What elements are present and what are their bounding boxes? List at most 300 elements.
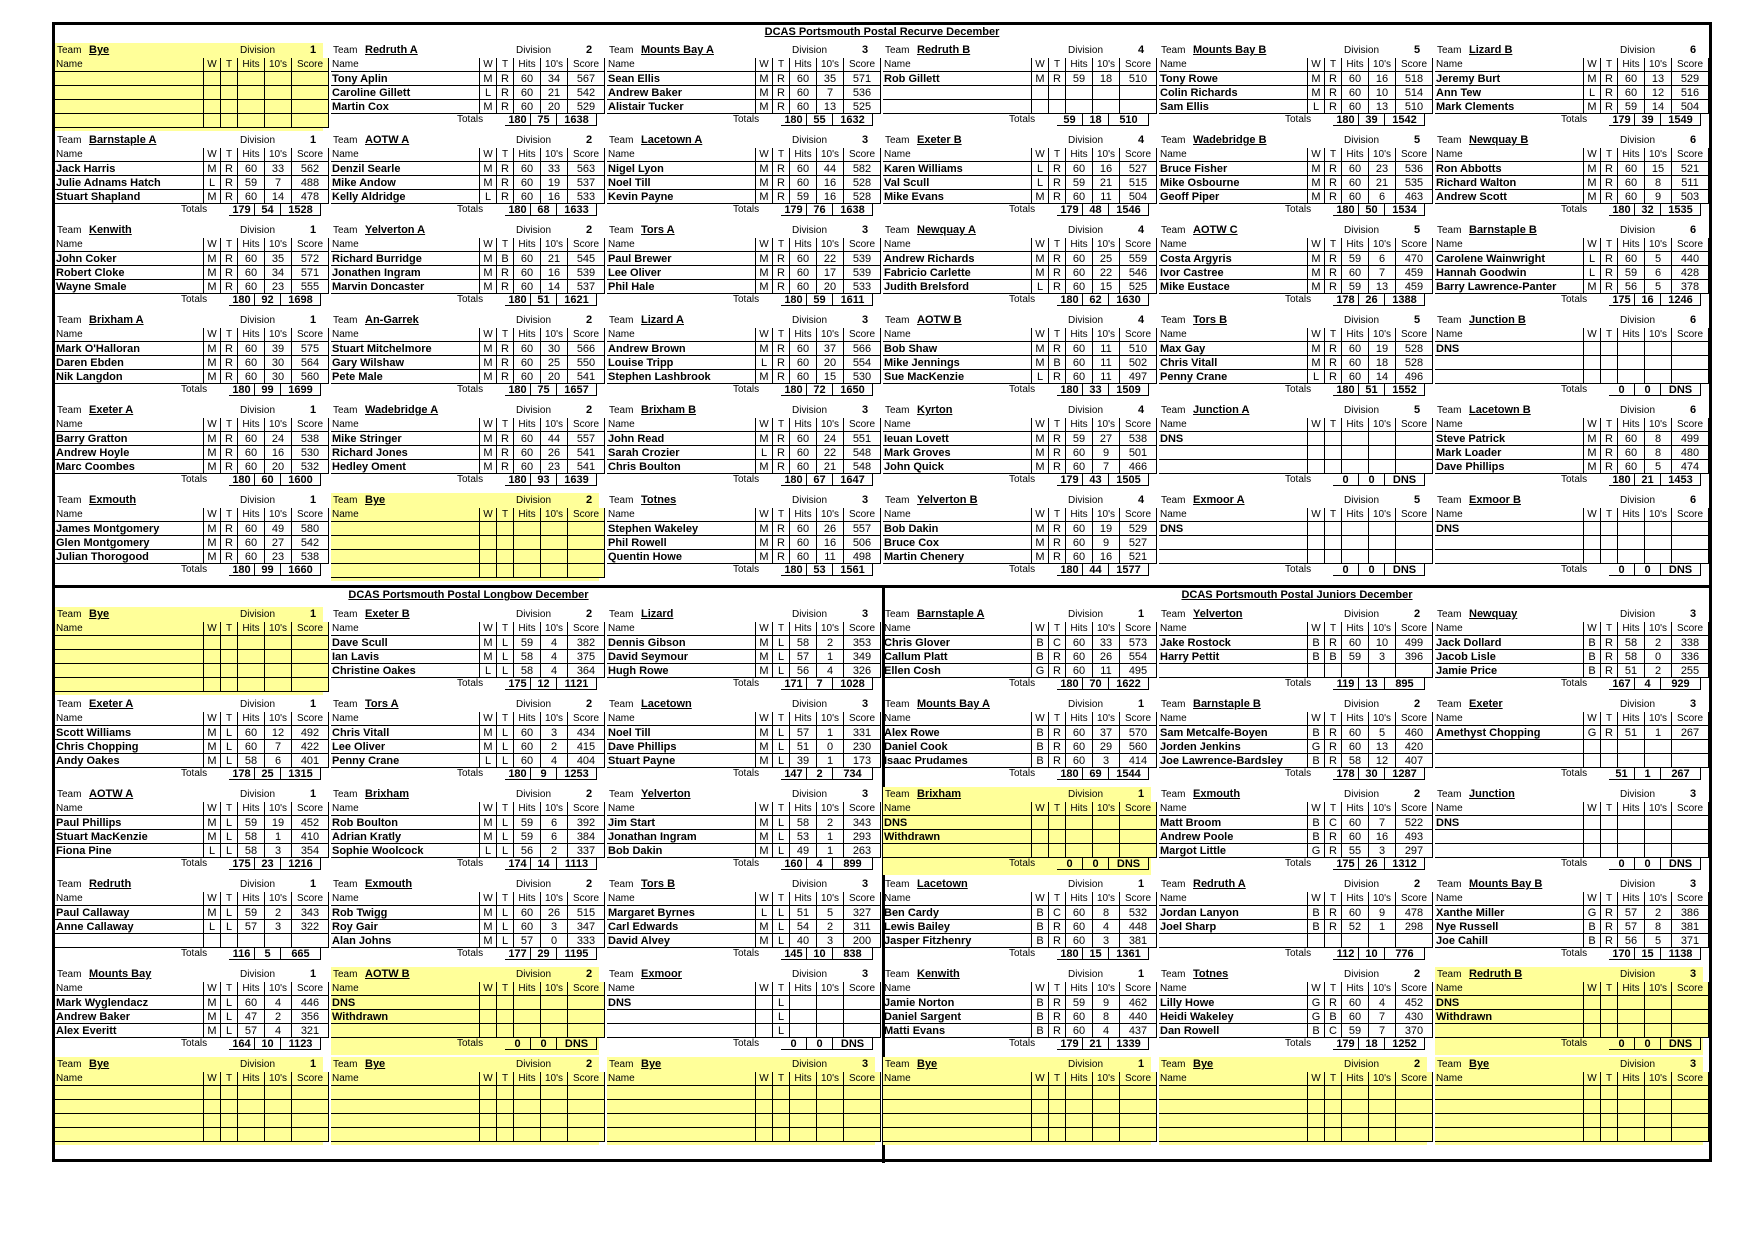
score-cell: 525 — [844, 100, 881, 114]
score-cell: 539 — [568, 266, 605, 280]
gender-cell: M — [756, 252, 773, 266]
score-cell — [568, 996, 605, 1010]
col-header-name: Name — [331, 238, 480, 252]
division-label: Division — [792, 225, 828, 236]
division-number: 2 — [586, 968, 593, 980]
total-score: 776 — [1385, 948, 1425, 960]
total-hits: 178 — [1333, 768, 1359, 780]
gender-cell: B — [1308, 920, 1325, 934]
hits-cell — [238, 100, 265, 114]
col-header-w: W — [756, 58, 773, 72]
archer-name: Quentin Howe — [607, 550, 756, 564]
bow-type-cell — [1601, 1128, 1618, 1142]
col-header-hits: Hits — [514, 58, 541, 72]
bow-type-cell: L — [221, 1024, 238, 1038]
bow-type-cell — [1601, 550, 1618, 564]
score-cell: 504 — [1120, 190, 1157, 204]
col-header-score: Score — [1396, 508, 1433, 522]
tens-cell: 1 — [817, 726, 844, 740]
team-label: Team — [1161, 1059, 1186, 1070]
score-cell — [1672, 740, 1709, 754]
team-block — [883, 313, 1151, 401]
tens-cell: 5 — [1369, 726, 1396, 740]
col-header-score: Score — [844, 508, 881, 522]
col-header-t: T — [221, 58, 238, 72]
gender-cell — [1584, 1010, 1601, 1024]
bow-type-cell: C — [1049, 906, 1066, 920]
hits-cell — [1618, 830, 1645, 844]
archer-name — [607, 1086, 756, 1100]
col-header-w: W — [1308, 238, 1325, 252]
hits-cell — [790, 1114, 817, 1128]
archer-row — [55, 370, 329, 384]
total-hits: 0 — [1333, 564, 1359, 576]
bow-type-cell: L — [497, 754, 514, 768]
gender-cell: M — [480, 460, 497, 474]
division-number: 2 — [586, 224, 593, 236]
score-cell: 580 — [292, 522, 329, 536]
bow-type-cell: R — [1601, 100, 1618, 114]
totals-label: Totals — [1009, 768, 1036, 779]
bow-type-cell — [221, 114, 238, 128]
bow-type-cell: R — [1601, 446, 1618, 460]
header-row — [883, 802, 1157, 816]
score-table — [883, 802, 1157, 858]
gender-cell: M — [756, 920, 773, 934]
col-header-name: Name — [607, 238, 756, 252]
archer-name — [883, 1128, 1032, 1142]
division-number: 3 — [1690, 788, 1697, 800]
score-cell: 499 — [1672, 432, 1709, 446]
team-header — [55, 607, 323, 622]
gender-cell — [1308, 460, 1325, 474]
team-name: Totnes — [641, 494, 677, 506]
score-cell: 528 — [1396, 342, 1433, 356]
col-header-tens: 10's — [1645, 328, 1672, 342]
col-header-hits: Hits — [1342, 892, 1369, 906]
gender-cell: L — [480, 86, 497, 100]
score-cell — [292, 650, 329, 664]
col-header-tens: 10's — [1645, 892, 1672, 906]
total-hits: 175 — [1333, 858, 1359, 870]
team-name: Bye — [1469, 1058, 1490, 1070]
hits-cell: 60 — [1066, 920, 1093, 934]
total-tens: 67 — [807, 474, 833, 486]
archer-row — [1159, 1024, 1433, 1038]
score-cell — [292, 664, 329, 678]
col-header-w: W — [204, 508, 221, 522]
hits-cell — [238, 934, 265, 948]
header-row — [1159, 892, 1433, 906]
team-label: Team — [885, 45, 910, 56]
team-name: Exeter B — [917, 134, 962, 146]
team-name: AOTW C — [1193, 224, 1238, 236]
division-label: Division — [792, 879, 828, 890]
col-header-w: W — [1032, 712, 1049, 726]
score-cell — [844, 1010, 881, 1024]
col-header-tens: 10's — [1645, 1072, 1672, 1086]
team-name: Kyrton — [917, 404, 953, 416]
archer-row — [883, 370, 1157, 384]
hits-cell: 60 — [514, 446, 541, 460]
hits-cell — [1618, 356, 1645, 370]
col-header-t: T — [1049, 712, 1066, 726]
hits-cell — [1618, 1010, 1645, 1024]
col-header-name: Name — [55, 802, 204, 816]
archer-name — [883, 844, 1032, 858]
division-label: Division — [516, 969, 552, 980]
archer-name — [55, 100, 204, 114]
score-cell: 382 — [568, 636, 605, 650]
totals-label: Totals — [181, 294, 208, 305]
col-header-w: W — [756, 802, 773, 816]
archer-name: Lewis Bailey — [883, 920, 1032, 934]
tens-cell: 34 — [541, 72, 568, 86]
score-cell: 515 — [1120, 176, 1157, 190]
score-cell — [1120, 1100, 1157, 1114]
archer-row — [607, 636, 881, 650]
score-cell — [1672, 356, 1709, 370]
totals-row — [883, 1038, 1151, 1050]
team-label: Team — [609, 405, 634, 416]
archer-name: Richard Burridge — [331, 252, 480, 266]
bow-type-cell: L — [773, 830, 790, 844]
total-tens: 62 — [1083, 294, 1109, 306]
tens-cell: 9 — [1369, 906, 1396, 920]
tens-cell: 11 — [1093, 664, 1120, 678]
archer-name: Rob Boulton — [331, 816, 480, 830]
total-hits: 180 — [1057, 564, 1083, 576]
tens-cell — [1645, 1128, 1672, 1142]
tens-cell — [541, 522, 568, 536]
score-cell — [1120, 830, 1157, 844]
tens-cell — [1645, 536, 1672, 550]
score-table — [1159, 892, 1433, 948]
team-name: Tors A — [365, 698, 399, 710]
division-label: Division — [1344, 969, 1380, 980]
division-number: 4 — [1138, 404, 1145, 416]
archer-row — [1435, 252, 1709, 266]
col-header-name: Name — [331, 58, 480, 72]
archer-row — [331, 564, 605, 578]
col-header-hits: Hits — [790, 622, 817, 636]
archer-row — [1159, 266, 1433, 280]
archer-name: Mike Evans — [883, 190, 1032, 204]
team-header — [55, 493, 323, 508]
gender-cell: B — [1032, 1010, 1049, 1024]
tens-cell: 16 — [541, 266, 568, 280]
team-label: Team — [1437, 969, 1462, 980]
header-row — [331, 418, 605, 432]
score-cell — [292, 1128, 329, 1142]
score-table — [1435, 712, 1709, 768]
score-cell: 530 — [844, 370, 881, 384]
gender-cell: M — [756, 370, 773, 384]
gender-cell: M — [756, 342, 773, 356]
totals-row — [607, 858, 875, 870]
total-score: 899 — [833, 858, 873, 870]
score-cell — [844, 1086, 881, 1100]
total-hits: 0 — [1609, 384, 1635, 396]
score-cell — [292, 1114, 329, 1128]
header-row — [1435, 58, 1709, 72]
archer-name: Chris Vitall — [1159, 356, 1308, 370]
score-table — [1159, 58, 1433, 114]
score-table — [883, 328, 1157, 384]
team-header — [1159, 697, 1427, 712]
score-cell: 521 — [1120, 550, 1157, 564]
division-number: 5 — [1414, 314, 1421, 326]
division-number: 5 — [1414, 224, 1421, 236]
team-block — [607, 1057, 875, 1145]
bow-type-cell — [1601, 1010, 1618, 1024]
hits-cell: 60 — [514, 920, 541, 934]
tens-cell: 17 — [817, 266, 844, 280]
hits-cell: 60 — [514, 100, 541, 114]
bow-type-cell: R — [221, 176, 238, 190]
archer-name: Dave Phillips — [1435, 460, 1584, 474]
tens-cell — [265, 636, 292, 650]
bow-type-cell: R — [1325, 100, 1342, 114]
score-cell: 541 — [568, 370, 605, 384]
hits-cell: 60 — [1342, 190, 1369, 204]
totals-row — [331, 114, 599, 126]
col-header-t: T — [773, 622, 790, 636]
team-block — [1435, 493, 1703, 581]
archer-row — [1435, 636, 1709, 650]
division-label: Division — [240, 315, 276, 326]
gender-cell: L — [756, 906, 773, 920]
archer-name: Julie Adnams Hatch — [55, 176, 204, 190]
gender-cell: M — [204, 906, 221, 920]
score-cell: 571 — [844, 72, 881, 86]
col-header-t: T — [1049, 148, 1066, 162]
score-cell — [844, 1128, 881, 1142]
archer-row — [55, 252, 329, 266]
score-cell: 384 — [568, 830, 605, 844]
col-header-t: T — [497, 508, 514, 522]
hits-cell — [1618, 550, 1645, 564]
score-table — [607, 892, 881, 948]
header-row — [883, 328, 1157, 342]
team-label: Team — [1161, 135, 1186, 146]
col-header-hits: Hits — [1618, 622, 1645, 636]
tens-cell: 18 — [1369, 356, 1396, 370]
archer-row — [883, 1114, 1157, 1128]
col-header-score: Score — [568, 148, 605, 162]
score-cell — [1396, 1086, 1433, 1100]
total-score: 1195 — [557, 948, 597, 960]
col-header-name: Name — [1159, 418, 1308, 432]
total-score: 1534 — [1385, 204, 1425, 216]
tens-cell: 34 — [265, 266, 292, 280]
archer-row — [883, 432, 1157, 446]
archer-row — [1159, 844, 1433, 858]
score-cell: 404 — [568, 754, 605, 768]
archer-row — [1159, 446, 1433, 460]
hits-cell: 60 — [1618, 176, 1645, 190]
archer-row — [1435, 1100, 1709, 1114]
gender-cell: M — [480, 72, 497, 86]
col-header-name: Name — [1435, 328, 1584, 342]
total-hits: 175 — [229, 858, 255, 870]
header-row — [55, 148, 329, 162]
tens-cell: 9 — [1093, 536, 1120, 550]
archer-row — [607, 740, 881, 754]
col-header-t: T — [497, 712, 514, 726]
bow-type-cell: C — [1049, 636, 1066, 650]
tens-cell: 7 — [265, 740, 292, 754]
bow-type-cell — [1325, 1100, 1342, 1114]
score-table — [1435, 148, 1709, 204]
gender-cell — [1308, 664, 1325, 678]
team-block — [883, 1057, 1151, 1145]
tens-cell: 4 — [817, 664, 844, 678]
hits-cell: 60 — [238, 740, 265, 754]
gender-cell — [1584, 830, 1601, 844]
hits-cell — [1618, 996, 1645, 1010]
archer-name — [331, 550, 480, 564]
bow-type-cell: R — [1325, 176, 1342, 190]
tens-cell: 13 — [1369, 740, 1396, 754]
col-header-tens: 10's — [541, 58, 568, 72]
score-table — [55, 328, 329, 384]
hits-cell: 60 — [1066, 460, 1093, 474]
col-header-tens: 10's — [541, 328, 568, 342]
archer-name — [55, 72, 204, 86]
hits-cell: 60 — [1066, 536, 1093, 550]
team-name: Wadebridge A — [365, 404, 439, 416]
gender-cell: M — [1308, 72, 1325, 86]
total-hits: 119 — [1333, 678, 1359, 690]
division-number: 2 — [1414, 698, 1421, 710]
archer-row — [1435, 432, 1709, 446]
score-table — [55, 238, 329, 294]
bow-type-cell: R — [1601, 266, 1618, 280]
archer-name: Lee Oliver — [607, 266, 756, 280]
col-header-name: Name — [1435, 508, 1584, 522]
archer-name — [331, 1086, 480, 1100]
bow-type-cell — [497, 550, 514, 564]
total-score: 1528 — [281, 204, 321, 216]
tens-cell: 37 — [817, 342, 844, 356]
totals-row — [883, 204, 1151, 216]
hits-cell: 59 — [1342, 1024, 1369, 1038]
team-header — [55, 877, 323, 892]
archer-name: Barry Gratton — [55, 432, 204, 446]
header-row — [607, 892, 881, 906]
division-number: 2 — [586, 404, 593, 416]
bow-type-cell — [1601, 740, 1618, 754]
tens-cell: 8 — [1645, 446, 1672, 460]
bow-type-cell — [1601, 844, 1618, 858]
bow-type-cell: R — [497, 460, 514, 474]
archer-row — [331, 934, 605, 948]
score-table — [1435, 982, 1709, 1038]
team-block — [883, 133, 1151, 221]
gender-cell: M — [204, 460, 221, 474]
header-row — [883, 622, 1157, 636]
team-header — [883, 133, 1151, 148]
col-header-w: W — [756, 622, 773, 636]
hits-cell: 60 — [1618, 162, 1645, 176]
division-label: Division — [240, 45, 276, 56]
hits-cell: 60 — [1342, 370, 1369, 384]
bow-type-cell — [221, 650, 238, 664]
score-cell: 459 — [1396, 266, 1433, 280]
gender-cell — [1584, 816, 1601, 830]
bow-type-cell: R — [1049, 342, 1066, 356]
gender-cell: B — [1308, 816, 1325, 830]
col-header-hits: Hits — [514, 892, 541, 906]
col-header-hits: Hits — [1066, 148, 1093, 162]
division-number: 2 — [586, 134, 593, 146]
archer-name: Daniel Sargent — [883, 1010, 1032, 1024]
gender-cell: M — [480, 740, 497, 754]
division-label: Division — [792, 609, 828, 620]
archer-row — [1159, 162, 1433, 176]
col-header-hits: Hits — [514, 238, 541, 252]
total-tens: 4 — [1635, 678, 1661, 690]
gender-cell: B — [1032, 920, 1049, 934]
gender-cell: M — [756, 536, 773, 550]
col-header-tens: 10's — [265, 802, 292, 816]
hits-cell — [514, 1100, 541, 1114]
header-row — [55, 508, 329, 522]
hits-cell — [1066, 1100, 1093, 1114]
bow-type-cell: R — [1601, 86, 1618, 100]
hits-cell — [1342, 1128, 1369, 1142]
bow-type-cell: L — [773, 726, 790, 740]
archer-name — [883, 1114, 1032, 1128]
hits-cell: 60 — [790, 176, 817, 190]
bow-type-cell: R — [773, 252, 790, 266]
archer-row — [883, 1100, 1157, 1114]
bow-type-cell: R — [1325, 830, 1342, 844]
col-header-tens: 10's — [265, 508, 292, 522]
archer-row — [883, 72, 1157, 86]
totals-label: Totals — [1285, 564, 1312, 575]
score-cell: 230 — [844, 740, 881, 754]
bow-type-cell: R — [221, 370, 238, 384]
division-number: 1 — [310, 878, 317, 890]
totals-label: Totals — [1009, 858, 1036, 869]
score-cell: 353 — [844, 636, 881, 650]
gender-cell: M — [1584, 432, 1601, 446]
team-header — [1435, 967, 1703, 982]
archer-row — [607, 266, 881, 280]
tens-cell: 3 — [1369, 650, 1396, 664]
tens-cell: 30 — [265, 356, 292, 370]
archer-name: DNS — [883, 816, 1032, 830]
col-header-name: Name — [1159, 58, 1308, 72]
tens-cell: 2 — [817, 920, 844, 934]
archer-row — [55, 650, 329, 664]
archer-row — [331, 906, 605, 920]
hits-cell: 58 — [238, 830, 265, 844]
score-cell: 343 — [292, 906, 329, 920]
hits-cell: 57 — [238, 1024, 265, 1038]
gender-cell: B — [1032, 740, 1049, 754]
score-cell: 422 — [292, 740, 329, 754]
score-cell: 511 — [1672, 176, 1709, 190]
total-tens: 0 — [1635, 564, 1661, 576]
archer-row — [607, 190, 881, 204]
archer-name: Phil Rowell — [607, 536, 756, 550]
gender-cell: M — [480, 432, 497, 446]
division-number: 1 — [310, 314, 317, 326]
gender-cell: M — [1308, 280, 1325, 294]
